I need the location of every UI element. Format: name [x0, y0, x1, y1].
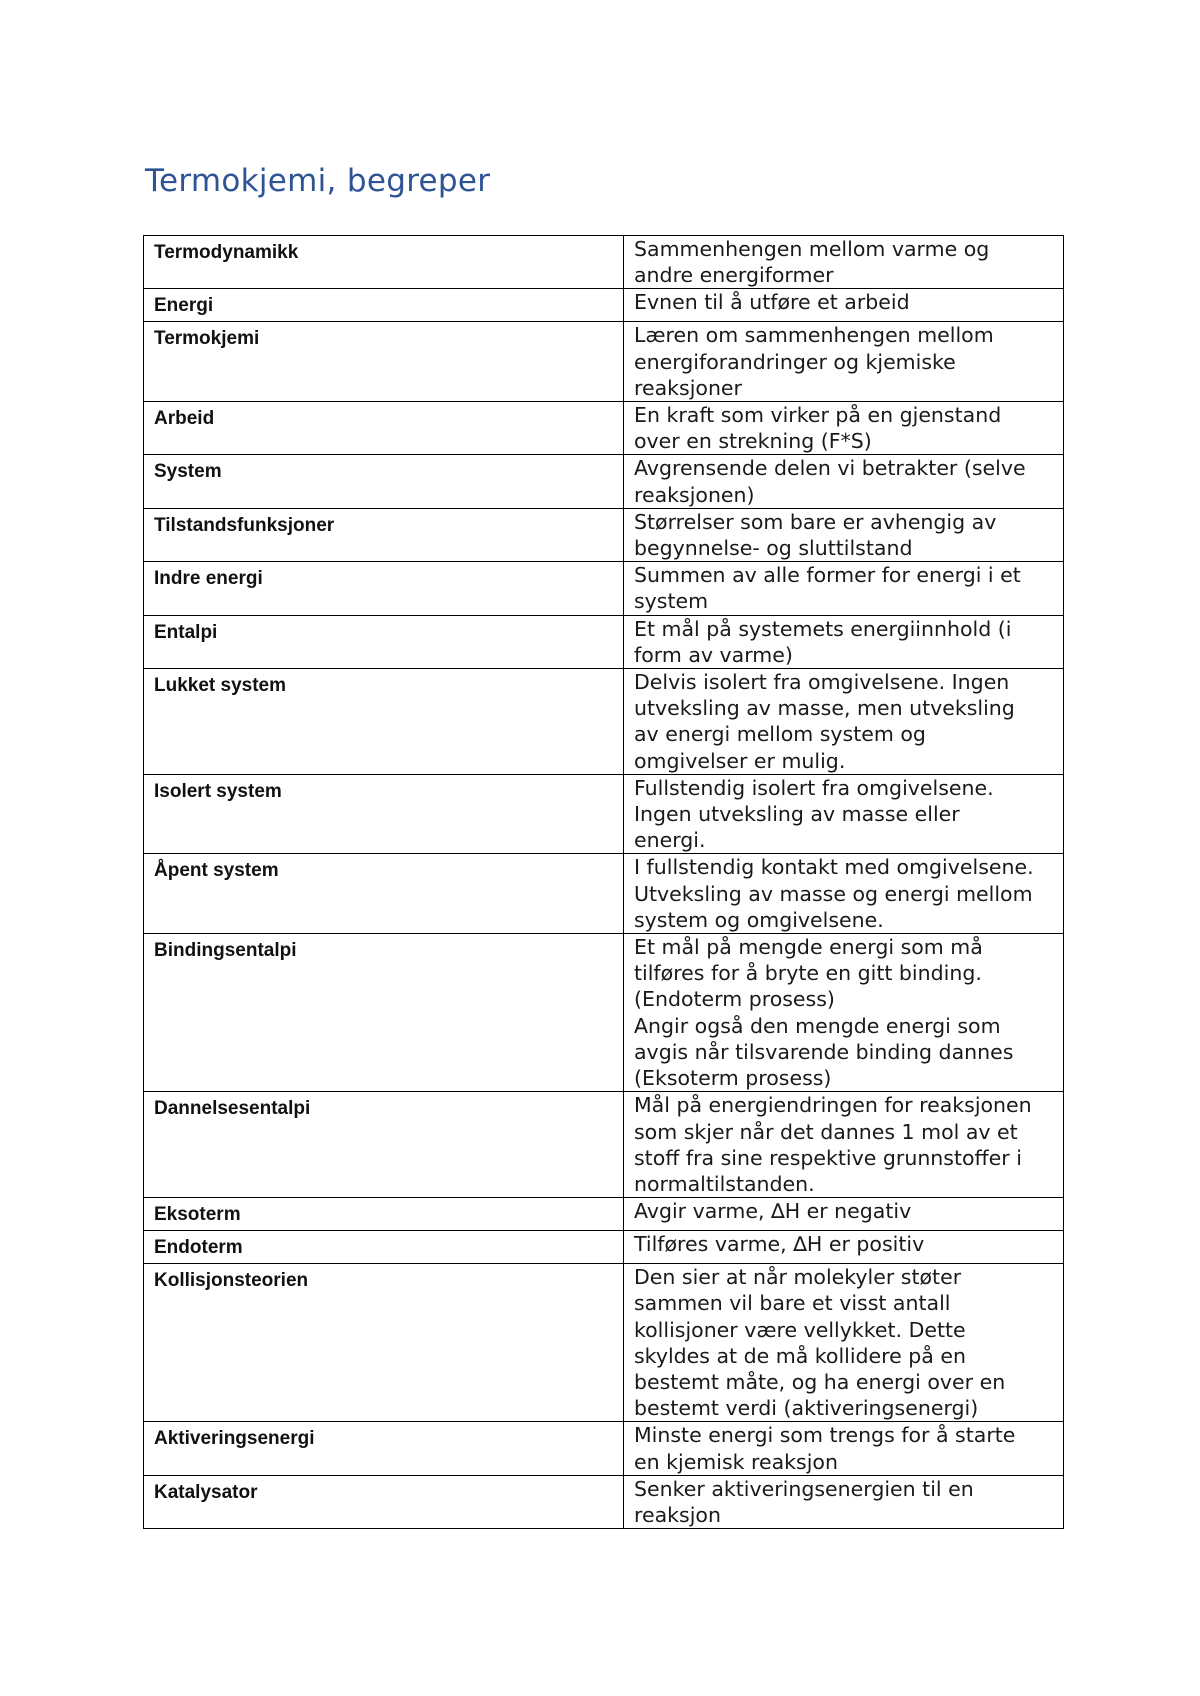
definition-text: Tilføres varme, ∆H er positiv	[634, 1232, 925, 1257]
term-cell: System	[144, 455, 624, 508]
term-cell: Åpent system	[144, 854, 624, 934]
definition-text: En kraft som virker på en gjenstand over en strekning (F*S)	[634, 403, 1002, 454]
definition-text: Fullstendig isolert fra omgivelsene. Ingen utveksling av masse eller energi.	[634, 775, 994, 853]
definition-text: Summen av alle former for energi i et system	[634, 563, 1021, 614]
term-cell: Isolert system	[144, 774, 624, 854]
term-cell: Termokjemi	[144, 322, 624, 402]
definition-cell	[624, 562, 1064, 615]
table-row	[144, 934, 1064, 1092]
term-cell: Katalysator	[144, 1475, 624, 1528]
term-cell: Arbeid	[144, 402, 624, 455]
table-row	[144, 1231, 1064, 1264]
table-row	[144, 508, 1064, 561]
table-row	[144, 236, 1064, 289]
definition-cell	[624, 1231, 1064, 1264]
table-row	[144, 455, 1064, 508]
table-row	[144, 854, 1064, 934]
definition-cell	[624, 1422, 1064, 1475]
definition-cell	[624, 854, 1064, 934]
definition-text: Et mål på mengde energi som må tilføres for å bryte en gitt binding. (Endoterm prosess) Angir også den mengde energi som avgis når tilsvarende binding dannes (Eksoterm prosess)	[634, 935, 1014, 1091]
definition-text: I fullstendig kontakt med omgivelsene. Utveksling av masse og energi mellom system og omgivelsene.	[634, 855, 1034, 932]
definition-cell	[624, 402, 1064, 455]
term-cell: Eksoterm	[144, 1198, 624, 1231]
definition-cell	[624, 615, 1064, 668]
definition-text: Et mål på systemets energiinnhold (i form av varme)	[634, 616, 1012, 667]
definition-text: Senker aktiveringsenergien til en reaksjon	[634, 1476, 974, 1527]
definition-text: Den sier at når molekyler støter sammen vil bare et visst antall kollisjoner være vellykket. Dette skyldes at de må kollidere på en bestemt måte, og ha energi over en bestemt verdi (aktiveringsenergi)	[634, 1265, 1006, 1421]
definition-cell	[624, 1475, 1064, 1528]
definition-cell	[624, 1092, 1064, 1198]
definition-cell	[624, 934, 1064, 1092]
table-row	[144, 1475, 1064, 1528]
definition-text: Evnen til å utføre et arbeid	[634, 290, 910, 315]
table-row	[144, 1264, 1064, 1422]
term-cell: Aktiveringsenergi	[144, 1422, 624, 1475]
definition-cell	[624, 455, 1064, 508]
definition-text: Læren om sammenhengen mellom energiforandringer og kjemiske reaksjoner	[634, 323, 994, 400]
definition-text: Mål på energiendringen for reaksjonen som skjer når det dannes 1 mol av et stoff fra sine respektive grunnstoffer i normaltilstanden.	[634, 1093, 1032, 1196]
definition-cell	[624, 508, 1064, 561]
term-cell: Bindingsentalpi	[144, 934, 624, 1092]
definition-text: Avgrensende delen vi betrakter (selve reaksjonen)	[634, 456, 1026, 507]
definition-cell	[624, 774, 1064, 854]
term-cell: Dannelsesentalpi	[144, 1092, 624, 1198]
term-cell: Tilstandsfunksjoner	[144, 508, 624, 561]
table-row	[144, 669, 1064, 775]
term-cell: Termodynamikk	[144, 236, 624, 289]
term-cell: Entalpi	[144, 615, 624, 668]
table-row	[144, 1198, 1064, 1231]
term-cell: Energi	[144, 289, 624, 322]
page-title: Termokjemi, begreper	[145, 163, 491, 199]
definition-text: Sammenhengen mellom varme og andre energiformer	[634, 237, 990, 288]
table-row	[144, 1422, 1064, 1475]
term-cell: Kollisjonsteorien	[144, 1264, 624, 1422]
table-row	[144, 774, 1064, 854]
term-cell: Indre energi	[144, 562, 624, 615]
table-row	[144, 615, 1064, 668]
definition-text: Delvis isolert fra omgivelsene. Ingen utveksling av masse, men utveksling av energi mellom system og omgivelser er mulig.	[634, 670, 1015, 773]
definition-cell	[624, 236, 1064, 289]
term-cell: Lukket system	[144, 669, 624, 775]
table-row	[144, 402, 1064, 455]
definition-cell	[624, 322, 1064, 402]
definition-cell	[624, 669, 1064, 775]
definition-text: Størrelser som bare er avhengig av begynnelse- og sluttilstand	[634, 509, 997, 561]
table-row	[144, 562, 1064, 615]
table-row	[144, 322, 1064, 402]
definition-cell	[624, 1198, 1064, 1231]
table-row	[144, 289, 1064, 322]
table-row	[144, 1092, 1064, 1198]
terms-table-body	[144, 236, 1064, 1529]
definition-text: Minste energi som trengs for å starte en kjemisk reaksjon	[634, 1423, 1016, 1474]
definition-cell	[624, 1264, 1064, 1422]
terms-table	[143, 235, 1064, 1529]
definition-text: Avgir varme, ∆H er negativ	[634, 1199, 912, 1224]
term-cell: Endoterm	[144, 1231, 624, 1264]
definition-cell	[624, 289, 1064, 322]
